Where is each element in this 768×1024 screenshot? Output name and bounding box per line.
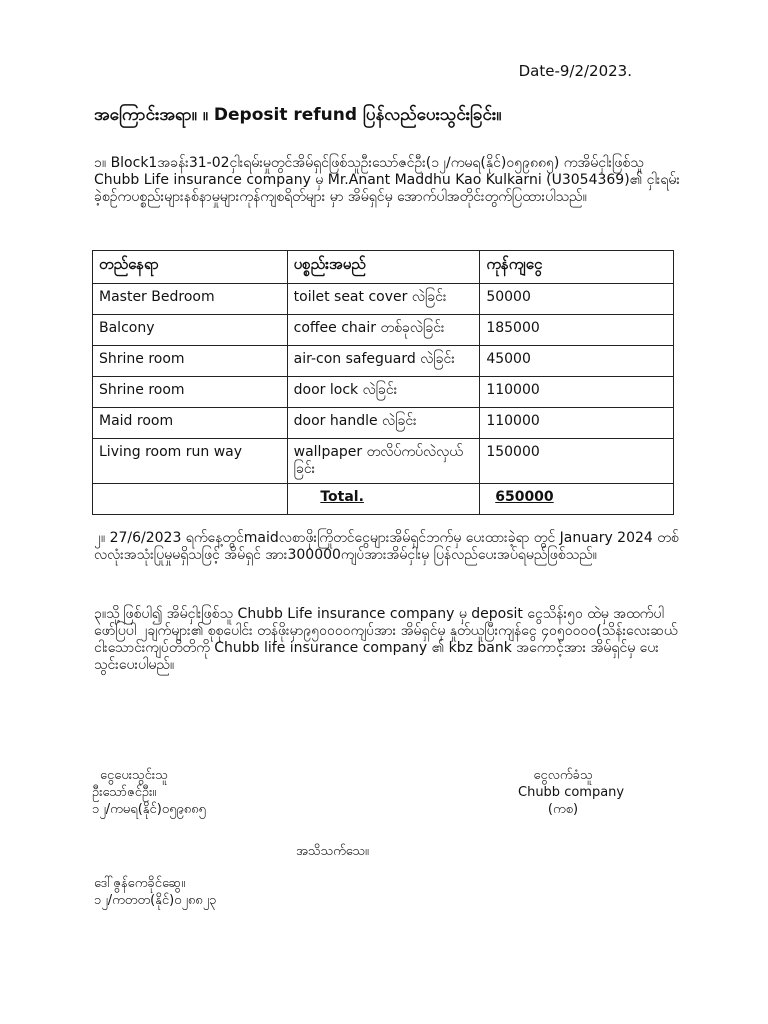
- cell-location: Shrine room: [93, 346, 288, 377]
- witness-label: အသိသက်သေ။: [296, 844, 369, 859]
- cell-item: door handle လဲခြင်း: [287, 408, 480, 439]
- header-location: တည်နေရာ: [93, 251, 288, 284]
- table-row: [93, 408, 674, 439]
- witness-id: ၁၂/ကတတ(နိုင်)၀၂၈၈၂၃: [94, 893, 217, 908]
- document-title: အကြောင်းအရာ။ ။ Deposit refund ပြန်လည်ပေးသွင်းခြင်း။: [94, 105, 502, 125]
- receiver-name: Chubb company: [518, 785, 625, 800]
- cell-item: air-con safeguard လဲခြင်း: [287, 346, 480, 377]
- cell-location: Shrine room: [93, 377, 288, 408]
- table-total-row: [93, 484, 674, 515]
- cell-item: wallpaper တလိပ်ကပ်လဲလှယ်ခြင်း: [287, 439, 480, 484]
- header-item: ပစ္စည်းအမည်: [287, 251, 480, 284]
- receiver-label: ငွေလက်ခံသူ: [533, 768, 593, 783]
- cell-location: Living room run way: [93, 439, 288, 484]
- payer-label: ငွေပေးသွင်းသူ: [100, 768, 168, 783]
- table-row: [93, 346, 674, 377]
- total-label-text: Total.: [320, 489, 364, 505]
- cell-cost: 110000: [480, 408, 674, 439]
- paragraph-1: ၁။ Block1အခန်း31-02ငှါးရမ်းမှုတွင်အိမ်ရှင်ဖြစ်သူဦးသော်ဇင်ဦး(၁၂/ကမရ(နိုင်)၀၅၉၈၈၅) ကအိမ်ငှါးဖြစ်သူ Chubb Life insurance company မှ Mr.Anant Maddhu Kao Kulkarni (U3054369)၏ ငှါးရမ်းခဲ့စဉ်ကပစ္စည်းများနစ်နာမှုများကုန်ကျစရိတ်များ မှာ အိမ်ရှင်မှ အောက်ပါအတိုင်းတွက်ပြထားပါသည်။: [94, 155, 680, 205]
- table-row: [93, 315, 674, 346]
- payer-signature-block: [92, 767, 206, 818]
- cell-cost: 110000: [480, 377, 674, 408]
- paragraph-3: ၃။သို့ဖြစ်ပါ၍ အိမ်ငှါးဖြစ်သူ Chubb Life insurance company မှ deposit ငွေသိန်း၅၀ ထဲမှ အထက်ပါဖော်ပြပါ ၂ချက်များ၏ စုစုပေါင်း တန်ဖိုးမှာ၉၅၀၀၀၀ကျပ်အား အိမ်ရှင်မှ နှုတ်ယူပြီးကျန်ငွေ ၄၀၅၀၀၀၀(သိန်းလေးဆယ်ငါးသောင်းကျပ်တိတိကို Chubb life insurance company ၏ kbz bank အကောင့်အား အိမ်ရှင်မှ ပေးသွင်းပေးပါမည်။: [94, 606, 678, 673]
- document-date: Date-9/2/2023.: [518, 62, 632, 80]
- cell-location: Master Bedroom: [93, 284, 288, 315]
- header-cost: ကုန်ကျငွေ: [480, 251, 674, 284]
- cell-cost: 185000: [480, 315, 674, 346]
- receiver-id: (ကစ): [547, 802, 579, 817]
- total-value-text: 650000: [495, 489, 554, 505]
- payer-name: ဦးသော်ဇင်ဦး။: [92, 785, 157, 800]
- cell-location: Maid room: [93, 408, 288, 439]
- witness-name: ဒေါ်ဇွန်ကေခိုင်ဆွေ။: [94, 876, 186, 891]
- damage-cost-table: [92, 250, 674, 515]
- paragraph-2: ၂။ 27/6/2023 ရက်နေ့တွင်maidလစာဖိုးကြိုတင်ငွေများအိမ်ရှင်ဘက်မှ ပေးထားခဲ့ရာ တွင် January 2024 တစ်လလုံးအသုံးပြုမှုမရှိသဖြင့် အိမ်ရှင် အား300000ကျပ်အားအိမ်ငှါးမှ ပြန်လည်ပေးအပ်ရမည်ဖြစ်သည်။: [94, 530, 679, 563]
- cell-item: toilet seat cover လဲခြင်း: [287, 284, 480, 315]
- cell-item: coffee chair တစ်ခုလဲခြင်း: [287, 315, 480, 346]
- cell-cost: 50000: [480, 284, 674, 315]
- total-label: [287, 484, 480, 515]
- cell-cost: 150000: [480, 439, 674, 484]
- receiver-signature-block: [518, 767, 625, 818]
- cell-item: door lock လဲခြင်း: [287, 377, 480, 408]
- witness-block: [94, 875, 216, 909]
- total-value: [480, 484, 674, 515]
- payer-id: ၁၂/ကမရ(နိုင်)၀၅၉၈၈၅: [92, 802, 206, 817]
- cell-cost: 45000: [480, 346, 674, 377]
- cell-location: Balcony: [93, 315, 288, 346]
- table-row: [93, 439, 674, 484]
- table-row: [93, 377, 674, 408]
- cell-empty: [93, 484, 288, 515]
- table-header-row: [93, 251, 674, 284]
- table-row: [93, 284, 674, 315]
